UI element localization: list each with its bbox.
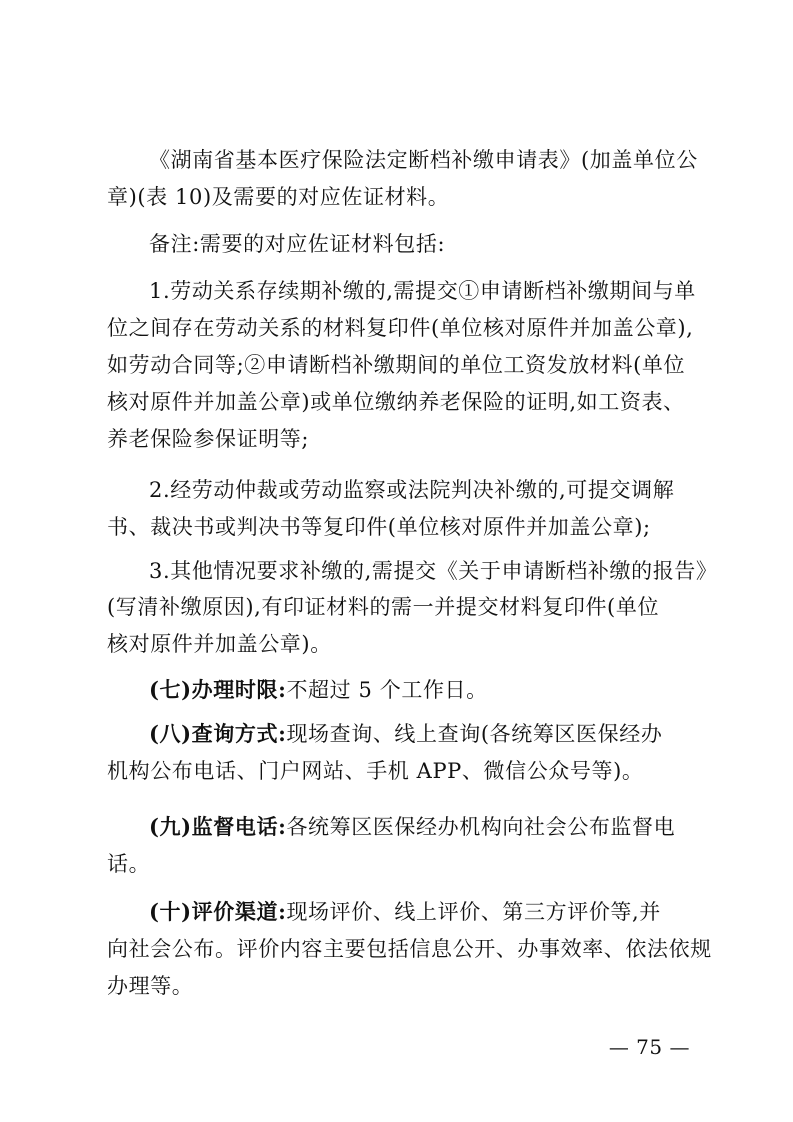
paragraph-form-line-1: 《湖南省基本医疗保险法定断档补缴申请表》(加盖单位公 (149, 148, 698, 172)
section-8-line-2: 机构公布电话、门户网站、手机 APP、微信公众号等)。 (107, 759, 644, 783)
section-10-line-3: 办理等。 (107, 974, 194, 998)
item-3-line-2: (写清补缴原因),有印证材料的需一并提交材料复印件(单位 (107, 595, 660, 619)
section-9-text: 各统筹区医保经办机构向社会公布监督电 (286, 815, 676, 839)
item-1-line-3: 如劳动合同等;②申请断档补缴期间的单位工资发放材料(单位 (107, 353, 686, 377)
section-10-line-2: 向社会公布。评价内容主要包括信息公开、办事效率、依法依规 (107, 937, 712, 961)
item-1-line-2: 位之间存在劳动关系的材料复印件(单位核对原件并加盖公章), (107, 316, 694, 340)
section-10-text: 现场评价、线上评价、第三方评价等,并 (286, 900, 661, 924)
section-8-label: (八)查询方式: (149, 721, 287, 746)
section-8-text: 现场查询、线上查询(各统筹区医保经办 (286, 722, 663, 746)
section-10-label: (十)评价渠道: (149, 899, 287, 924)
item-1-line-1: 1.劳动关系存续期补缴的,需提交①申请断档补缴期间与单 (149, 279, 696, 303)
item-1-line-5: 养老保险参保证明等; (107, 427, 310, 451)
item-2-line-2: 书、裁决书或判决书等复印件(单位核对原件并加盖公章); (107, 515, 651, 539)
section-7-text: 不超过 5 个工作日。 (286, 678, 488, 702)
item-2-line-1: 2.经劳动仲裁或劳动监察或法院判决补缴的,可提交调解 (149, 478, 675, 502)
section-8-line-1 (149, 719, 691, 749)
paragraph-form-line-2: 章)(表 10)及需要的对应佐证材料。 (107, 185, 450, 209)
section-7-line (149, 675, 691, 705)
section-10-line-1 (149, 897, 691, 927)
section-7-label: (七)办理时限: (149, 677, 287, 702)
section-9-line-2: 话。 (107, 852, 151, 876)
section-9-line-1 (149, 812, 691, 842)
remark-heading: 备注:需要的对应佐证材料包括: (149, 232, 446, 256)
item-3-line-1: 3.其他情况要求补缴的,需提交《关于申请断档补缴的报告》 (149, 559, 718, 583)
section-9-label: (九)监督电话: (149, 814, 287, 839)
item-3-line-3: 核对原件并加盖公章)。 (107, 632, 332, 656)
page-number: — 75 — (608, 1035, 690, 1059)
item-1-line-4: 核对原件并加盖公章)或单位缴纳养老保险的证明,如工资表、 (107, 390, 685, 414)
